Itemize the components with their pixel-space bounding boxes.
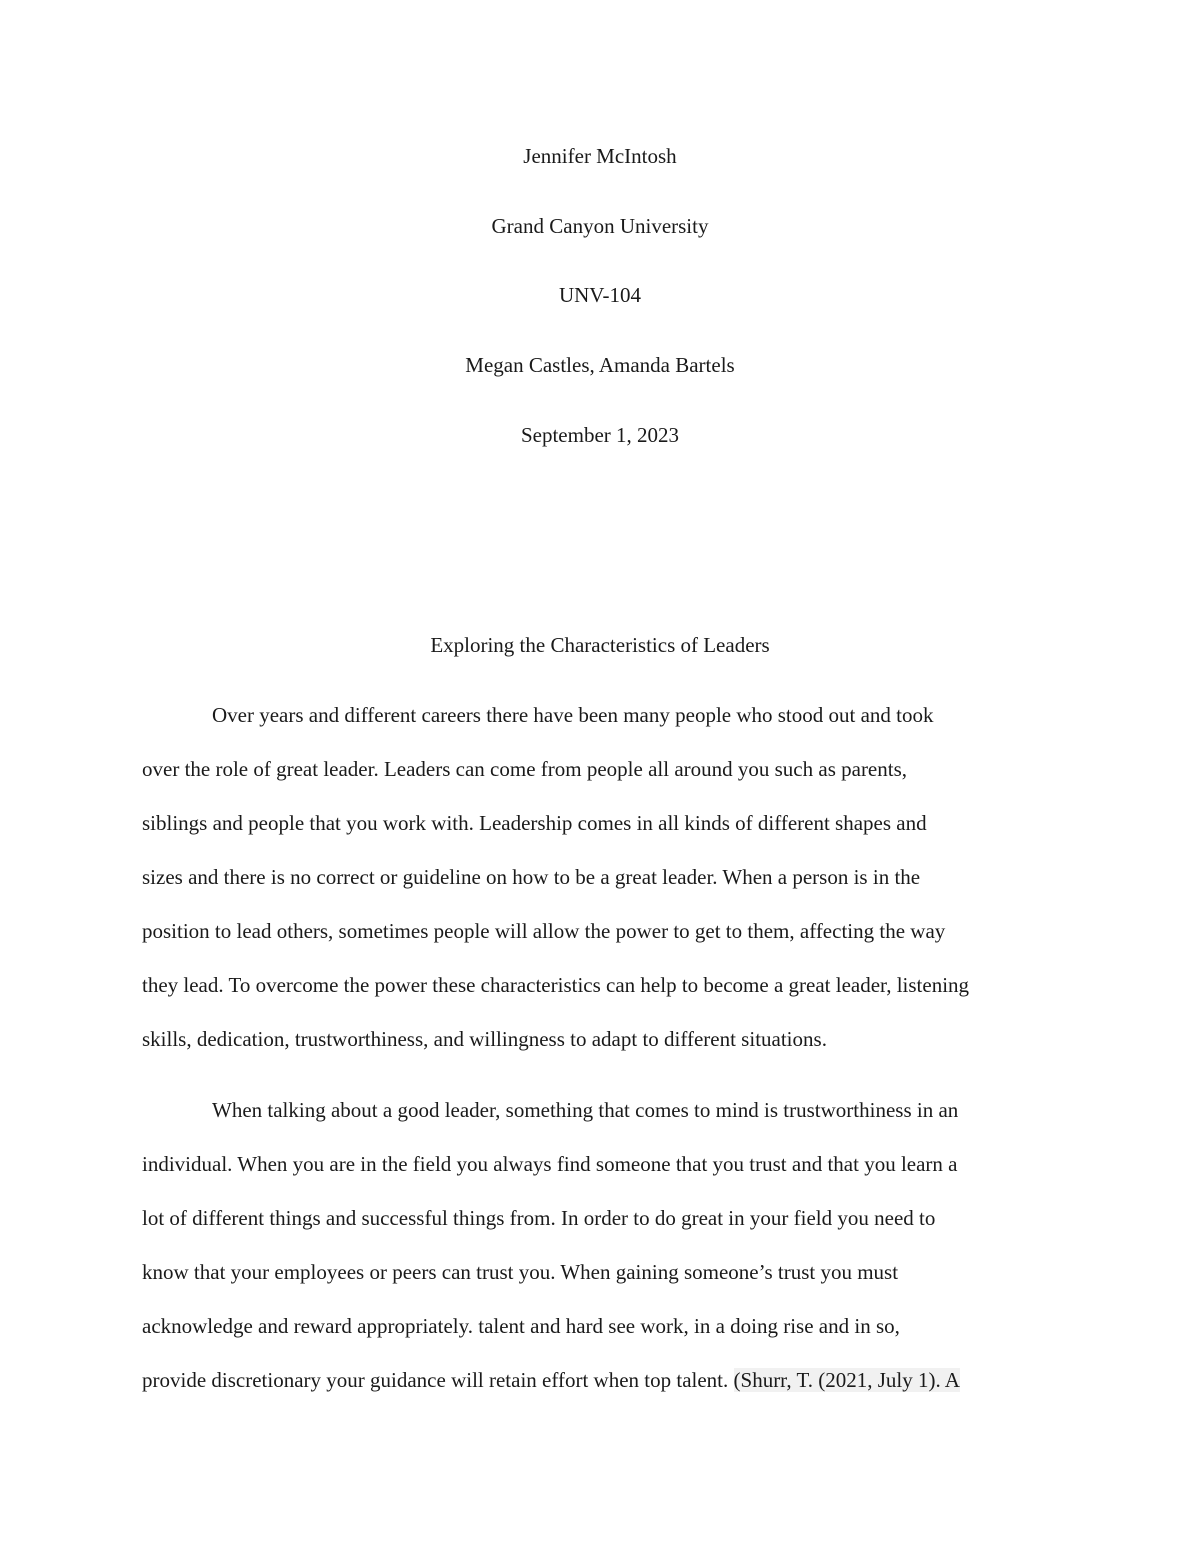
instructor-names: Megan Castles, Amanda Bartels [465,353,735,377]
author-name: Jennifer McIntosh [523,144,677,168]
paragraph-2-last-line [142,1366,960,1394]
submission-date: September 1, 2023 [520,423,680,447]
paragraph-1-line: position to lead others, sometimes people will allow the power to get to them, affecting the way [142,919,946,943]
paragraph-1-line: skills, dedication, trustworthiness, and willingness to adapt to different situations. [142,1027,827,1051]
paragraph-2-line: When talking about a good leader, something that comes to mind is trustworthiness in an [212,1098,959,1122]
paragraph-1-line: Over years and different careers there have been many people who stood out and took [212,703,934,727]
paragraph-2-line-text: provide discretionary your guidance will retain effort when top talent. [142,1368,729,1392]
paragraph-1-line: siblings and people that you work with. Leadership comes in all kinds of different shapes and [142,811,927,835]
course-code: UNV-104 [558,283,642,307]
paragraph-1-line: they lead. To overcome the power these characteristics can help to become a great leader, listening [142,973,970,997]
institution-name: Grand Canyon University [491,214,709,238]
essay-title: Exploring the Characteristics of Leaders [430,633,770,657]
paragraph-1-line: sizes and there is no correct or guideline on how to be a great leader. When a person is in the [142,865,921,889]
paragraph-2-line: individual. When you are in the field you always find someone that you trust and that you learn a [142,1152,958,1176]
paragraph-2-line: lot of different things and successful things from. In order to do great in your field you need to [142,1206,936,1230]
paragraph-1-line: over the role of great leader. Leaders can come from people all around you such as parents, [142,757,908,781]
citation-highlight: (Shurr, T. (2021, July 1). A [733,1368,960,1392]
paragraph-2-line: know that your employees or peers can trust you. When gaining someone’s trust you must [142,1260,899,1284]
paragraph-2-line: acknowledge and reward appropriately. talent and hard see work, in a doing rise and in so, [142,1314,900,1338]
